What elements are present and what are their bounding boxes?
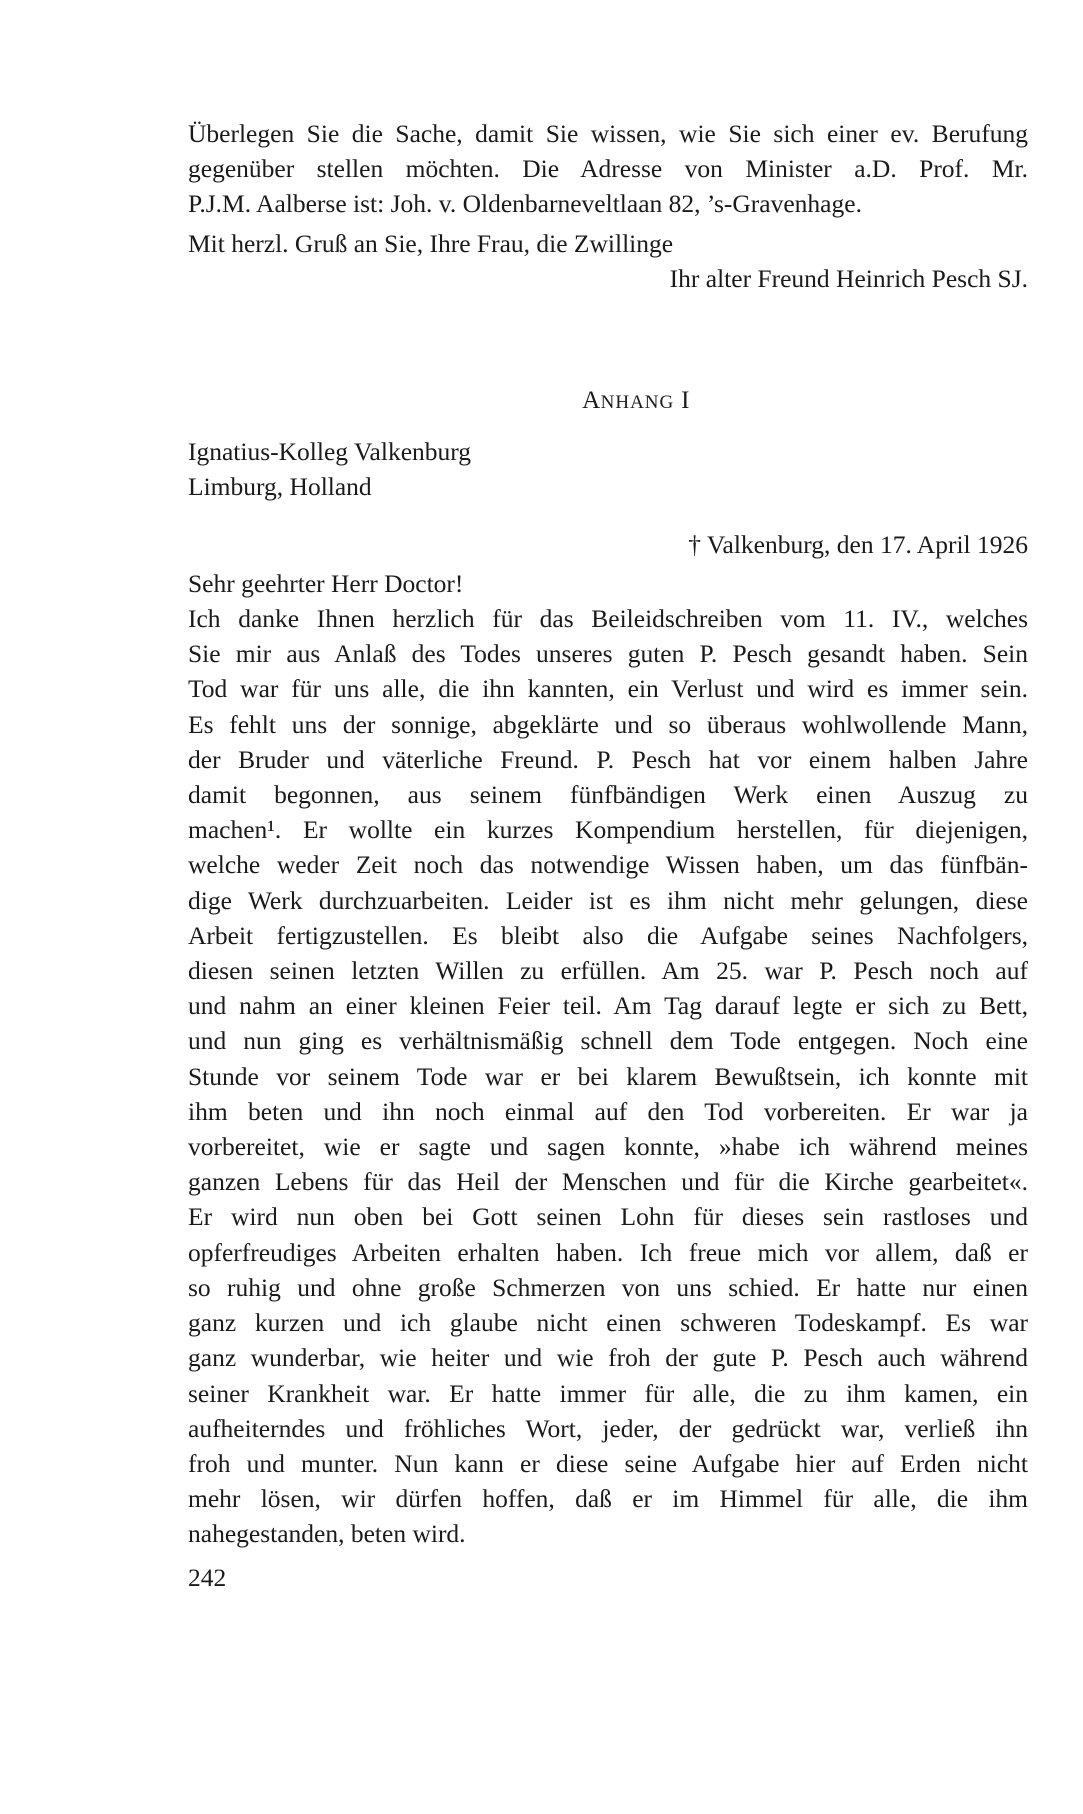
body-line: opferfreudiges Arbeiten erhalten haben. Ich freue mich vor allem, daß er [188, 1237, 1028, 1267]
body-line: Es fehlt uns der sonnige, abgeklärte und so überaus wohlwollende Mann, [188, 709, 1028, 739]
closing-signature: Ihr alter Freund Heinrich Pesch SJ. [669, 263, 1028, 293]
body-line: froh und munter. Nun kann er diese seine Aufgabe hier auf Erden nicht [188, 1448, 1028, 1478]
body-line: der Bruder und väterliche Freund. P. Pesch hat vor einem halben Jahre [188, 744, 1028, 774]
intro-line-1: Überlegen Sie die Sache, damit Sie wissen, wie Sie sich einer ev. Berufung [188, 119, 1028, 148]
body-line: vorbereitet, wie er sagte und sagen konnte, »habe ich während meines [188, 1132, 1028, 1162]
sender-address-line-1: Ignatius-Kolleg Valkenburg [188, 437, 472, 467]
appendix-heading-number: I [681, 387, 690, 415]
appendix-heading-initial: A [582, 387, 601, 415]
body-line: ganzen Lebens für das Heil der Menschen und für die Kirche gearbeitet«. [188, 1167, 1028, 1197]
body-line: Ich danke Ihnen herzlich für das Beileidschreiben vom 11. IV., welches [188, 604, 1028, 634]
body-line: so ruhig und ohne große Schmerzen von uns schied. Er hatte nur einen [188, 1272, 1028, 1302]
sender-address-line-2: Limburg, Holland [188, 472, 372, 502]
sender-address [188, 434, 1028, 504]
letter-salutation: Sehr geehrter Herr Doctor! [188, 568, 464, 598]
intro-line-2: gegenüber stellen möchten. Die Adresse von Minister a.D. Prof. Mr. [188, 154, 1028, 184]
body-line: und nahm an einer kleinen Feier teil. Am Tag darauf legte er sich zu Bett, [188, 991, 1028, 1021]
body-line: seiner Krankheit war. Er hatte immer für alle, die zu ihm kamen, ein [188, 1378, 1028, 1408]
body-line: ganz kurzen und ich glaube nicht einen schweren Todeskampf. Es war [188, 1308, 1028, 1338]
intro-line-3: P.J.M. Aalberse ist: Joh. v. Oldenbarneveltlaan 82, ’s-Gravenhage. [188, 189, 862, 219]
page-number: 242 [188, 1563, 227, 1592]
appendix-heading-rest: NHANG [600, 392, 675, 414]
body-line: Sie mir aus Anlaß des Todes unseres guten P. Pesch gesandt haben. Sein [188, 639, 1028, 669]
body-line: diesen seinen letzten Willen zu erfüllen. Am 25. war P. Pesch noch auf [188, 956, 1028, 986]
body-line: und nun ging es verhältnismäßig schnell dem Tode entgegen. Noch eine [188, 1026, 1028, 1056]
body-line: Stunde vor seinem Tode war er bei klarem Bewußtsein, ich konnte mit [188, 1061, 1028, 1091]
body-line: ganz wunderbar, wie heiter und wie froh der gute P. Pesch auch während [188, 1343, 1028, 1373]
intro-paragraph [188, 116, 1028, 222]
body-line: welche weder Zeit noch das notwendige Wissen haben, um das fünfbän- [188, 850, 1028, 880]
closing-greeting: Mit herzl. Gruß an Sie, Ihre Frau, die Zwillinge [188, 228, 674, 258]
body-line: aufheiterndes und fröhliches Wort, jeder, der gedrückt war, verließ ihn [188, 1413, 1028, 1443]
letter-dateline: † Valkenburg, den 17. April 1926 [688, 529, 1028, 559]
body-line: Tod war für uns alle, die ihn kannten, ein Verlust und wird es immer sein. [188, 674, 1028, 704]
body-line: mehr lösen, wir dürfen hoffen, daß er im Himmel für alle, die ihm [188, 1484, 1028, 1514]
body-line: dige Werk durchzuarbeiten. Leider ist es ihm nicht mehr gelungen, diese [188, 885, 1028, 915]
body-line: Er wird nun oben bei Gott seinen Lohn für dieses sein rastloses und [188, 1202, 1028, 1232]
body-line: ihm beten und ihn noch einmal auf den Tod vorbereiten. Er war ja [188, 1096, 1028, 1126]
page-content [188, 116, 1028, 1552]
body-line: damit begonnen, aus seinem fünfbändigen Werk einen Auszug zu [188, 780, 1028, 810]
body-last-line: nahegestanden, beten wird. [188, 1519, 466, 1549]
letter-body [188, 601, 1028, 1551]
body-line: machen¹. Er wollte ein kurzes Kompendium herstellen, für diejenigen, [188, 815, 1028, 845]
body-line: Arbeit fertigzustellen. Es bleibt also die Aufgabe seines Nachfolgers, [188, 920, 1028, 950]
appendix-heading [244, 382, 1028, 420]
